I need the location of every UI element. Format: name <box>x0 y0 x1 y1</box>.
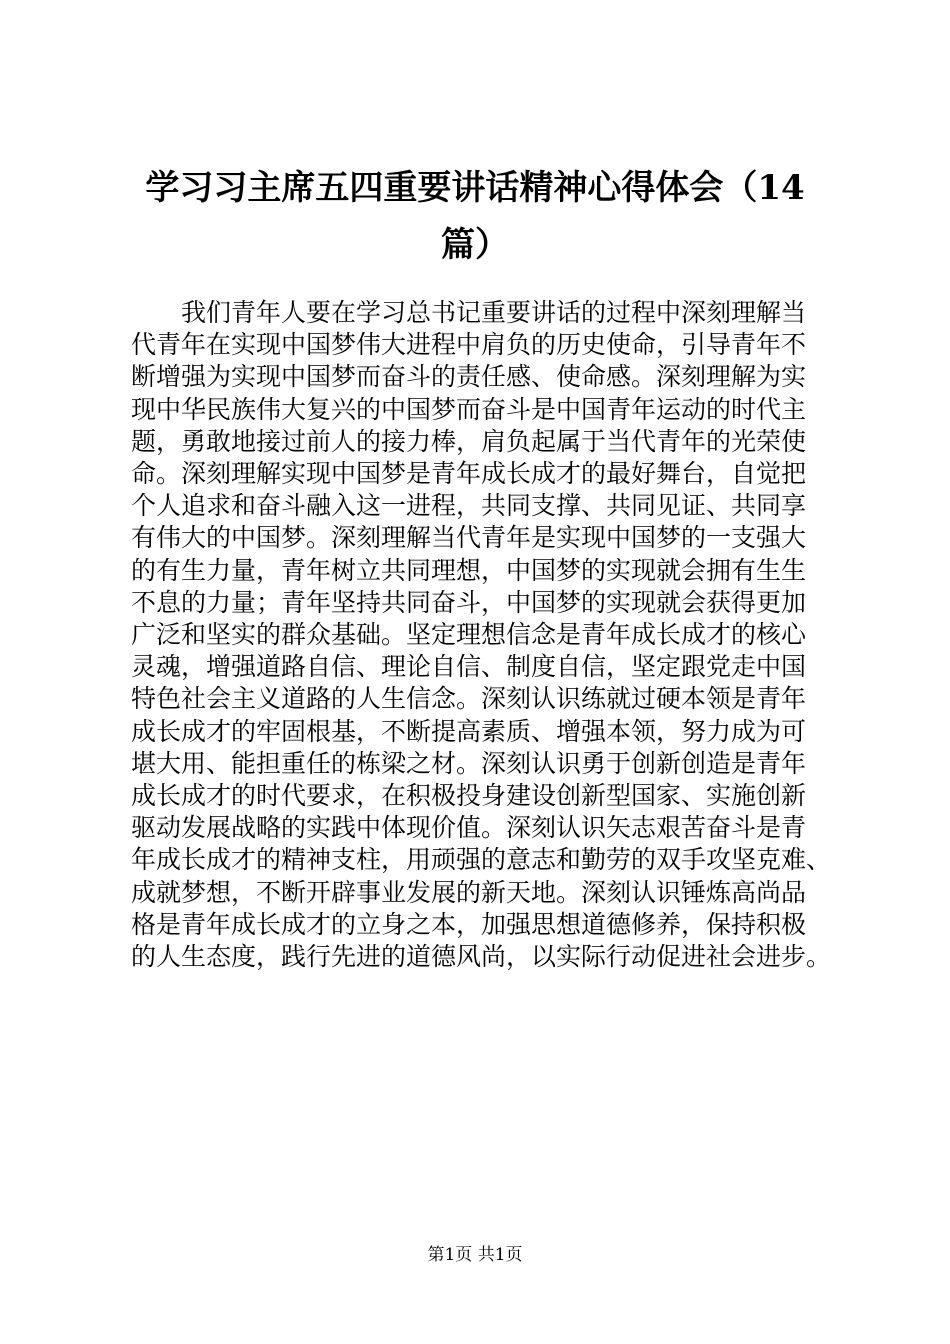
body-line: 不息的力量；青年坚持共同奋斗，中国梦的实现就会获得更加 <box>131 587 807 617</box>
body-line: 堪大用、能担重任的栋梁之材。深刻认识勇于创新创造是青年 <box>131 748 807 778</box>
page-footer: 第1页 共1页 <box>427 1245 523 1265</box>
body-line: 个人追求和奋斗融入这一进程，共同支撑、共同见证、共同享 <box>131 491 807 521</box>
body-line: 特色社会主义道路的人生信念。深刻认识练就过硬本领是青年 <box>131 684 807 714</box>
body-line: 格是青年成长成才的立身之本，加强思想道德修养，保持积极 <box>131 909 807 939</box>
title-line-1: 学习习主席五四重要讲话精神心得体会（14 <box>145 168 805 208</box>
body-paragraph <box>131 297 831 973</box>
body-line: 驱动发展战略的实践中体现价值。深刻认识矢志艰苦奋斗是青 <box>131 813 807 843</box>
body-line: 年成长成才的精神支柱，用顽强的意志和勤劳的双手攻坚克难、 <box>131 845 832 875</box>
title-line-2: 篇） <box>441 225 509 265</box>
body-line: 题，勇敢地接过前人的接力棒，肩负起属于当代青年的光荣使 <box>131 426 807 456</box>
body-line: 成长成才的时代要求，在积极投身建设创新型国家、实施创新 <box>131 781 807 811</box>
body-line: 有伟大的中国梦。深刻理解当代青年是实现中国梦的一支强大 <box>131 523 807 553</box>
body-line: 的有生力量，青年树立共同理想，中国梦的实现就会拥有生生 <box>131 555 807 585</box>
body-line: 现中华民族伟大复兴的中国梦而奋斗是中国青年运动的时代主 <box>131 394 807 424</box>
body-line: 广泛和坚实的群众基础。坚定理想信念是青年成长成才的核心 <box>131 620 807 650</box>
document-title <box>120 160 830 274</box>
body-line: 我们青年人要在学习总书记重要讲话的过程中深刻理解当 <box>181 298 807 327</box>
body-line: 断增强为实现中国梦而奋斗的责任感、使命感。深刻理解为实 <box>131 362 807 392</box>
body-line: 代青年在实现中国梦伟大进程中肩负的历史使命，引导青年不 <box>131 330 807 360</box>
body-line: 灵魂，增强道路自信、理论自信、制度自信，坚定跟党走中国 <box>131 652 807 682</box>
body-line: 的人生态度，践行先进的道德风尚，以实际行动促进社会进步。 <box>131 942 832 972</box>
body-line: 命。深刻理解实现中国梦是青年成长成才的最好舞台，自觉把 <box>131 459 807 489</box>
body-line: 成长成才的牢固根基，不断提高素质、增强本领，努力成为可 <box>131 716 807 746</box>
body-line: 成就梦想，不断开辟事业发展的新天地。深刻认识锤炼高尚品 <box>131 877 807 907</box>
